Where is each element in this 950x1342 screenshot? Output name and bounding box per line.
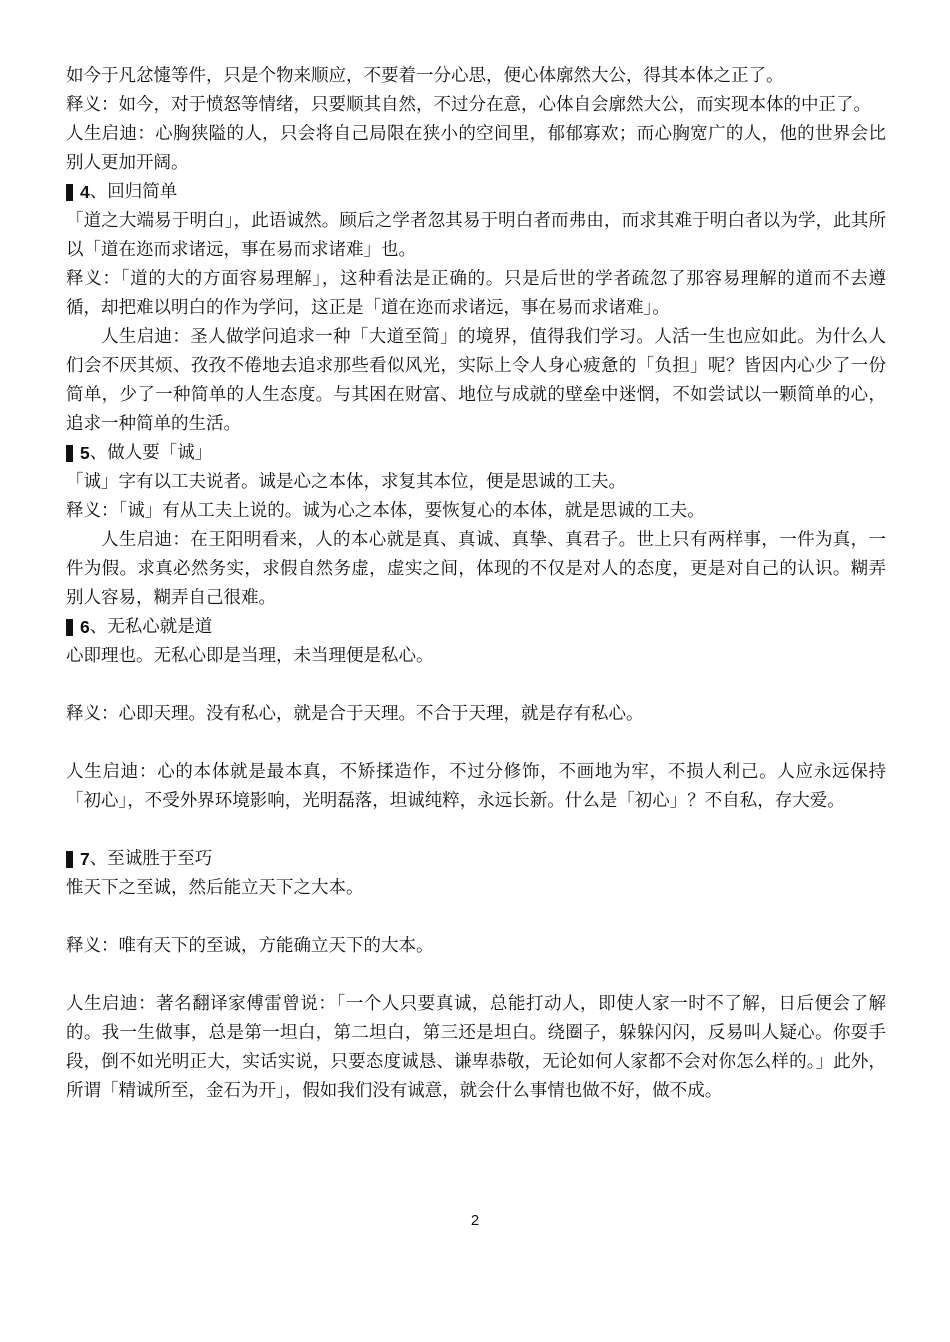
section-title: 、无私心就是道 — [89, 617, 213, 637]
section-title: 、做人要「诚」 — [89, 443, 213, 463]
blank-line — [66, 729, 886, 758]
section-5-heading — [66, 439, 886, 468]
section-6-insight: 人生启迪：心的本体就是最本真，不矫揉造作，不过分修饰，不画地为牢，不损人利己。人应永远保持「初心」，不受外界环境影响，光明磊落，坦诚纯粹，永远长新。什么是「初心」？不自私，存大爱。 — [66, 762, 886, 811]
section-5-insight: 人生启迪：在王阳明看来，人的本心就是真、真诚、真挚、真君子。世上只有两样事，一件为真，一件为假。求真必然务实，求假自然务虚，虚实之间，体现的不仅是对人的态度，更是对自己的认识。糊弄别人容易，糊弄自己很难。 — [66, 530, 886, 608]
section-4-heading — [66, 178, 886, 207]
paragraph-insight: 人生启迪：心胸狭隘的人，只会将自己局限在狭小的空间里，郁郁寡欢；而心胸宽广的人，他的世界会比别人更加开阔。 — [66, 124, 886, 173]
section-title: 、至诚胜于至巧 — [89, 849, 213, 869]
paragraph-meaning: 释义：如今，对于愤怒等情绪，只要顺其自然，不过分在意，心体自会廓然大公，而实现本体的中正了。 — [66, 95, 871, 115]
section-7-insight: 人生启迪：著名翻译家傅雷曾说：「一个人只要真诚，总能打动人，即使人家一时不了解，日后便会了解的。我一生做事，总是第一坦白，第二坦白，第三还是坦白。绕圈子，躲躲闪闪，反易叫人疑心。你耍手段，倒不如光明正大，实话实说，只要态度诚恳、谦卑恭敬，无论如何人家都不会对你怎么样的。」此外，所谓「精诚所至，金石为开」，假如我们没有诚意，就会什么事情也做不好，做不成。 — [66, 994, 886, 1101]
blank-line — [66, 903, 886, 932]
section-6-text: 心即理也。无私心即是当理，未当理便是私心。 — [66, 646, 434, 666]
section-7-text: 惟天下之至诚，然后能立天下之大本。 — [66, 878, 364, 898]
page-number: 2 — [470, 1212, 480, 1229]
paragraph-quote: 如今于凡忿懥等件，只是个物来顺应，不要着一分心思，便心体廓然大公，得其本体之正了。 — [66, 66, 784, 86]
section-5-meaning: 释义：「诚」有从工夫上说的。诚为心之本体，要恢复心的本体，就是思诚的工夫。 — [66, 501, 705, 521]
section-7-heading — [66, 845, 886, 874]
section-6-meaning: 释义：心即天理。没有私心，就是合于天理。不合于天理，就是存有私心。 — [66, 704, 644, 724]
section-4-text: 「道之大端易于明白」，此语诚然。顾后之学者忽其易于明白者而弗由，而求其难于明白者以为学，此其所以「道在迩而求诸远，事在易而求诸难」也。 — [66, 211, 886, 260]
section-number: 7 — [80, 849, 90, 869]
blank-line — [66, 671, 886, 700]
section-6-heading — [66, 613, 886, 642]
section-5-text: 「诚」字有以工夫说者。诚是心之本体，求复其本位，便是思诚的工夫。 — [66, 472, 626, 492]
heading-bar-icon — [66, 184, 73, 201]
section-title: 、回归简单 — [89, 182, 178, 202]
blank-line — [66, 816, 886, 845]
section-number: 6 — [80, 617, 90, 637]
blank-line — [66, 961, 886, 990]
heading-bar-icon — [66, 445, 73, 462]
document-page — [66, 62, 886, 1106]
section-number: 4 — [80, 182, 90, 202]
heading-bar-icon — [66, 619, 73, 636]
section-4-meaning: 释义：「道的大的方面容易理解」，这种看法是正确的。只是后世的学者疏忽了那容易理解的道而不去遵循，却把难以明白的作为学问，这正是「道在迩而求诸远，事在易而求诸难」。 — [66, 269, 886, 318]
section-4-insight: 人生启迪：圣人做学问追求一种「大道至简」的境界，值得我们学习。人活一生也应如此。为什么人们会不厌其烦、孜孜不倦地去追求那些看似风光，实际上令人身心疲惫的「负担」呢？皆因内心少了一份简单，少了一种简单的人生态度。与其困在财富、地位与成就的壁垒中迷惘，不如尝试以一颗简单的心，追求一种简单的生活。 — [66, 327, 886, 434]
section-7-meaning: 释义：唯有天下的至诚，方能确立天下的大本。 — [66, 936, 434, 956]
heading-bar-icon — [66, 851, 73, 868]
section-number: 5 — [80, 443, 90, 463]
